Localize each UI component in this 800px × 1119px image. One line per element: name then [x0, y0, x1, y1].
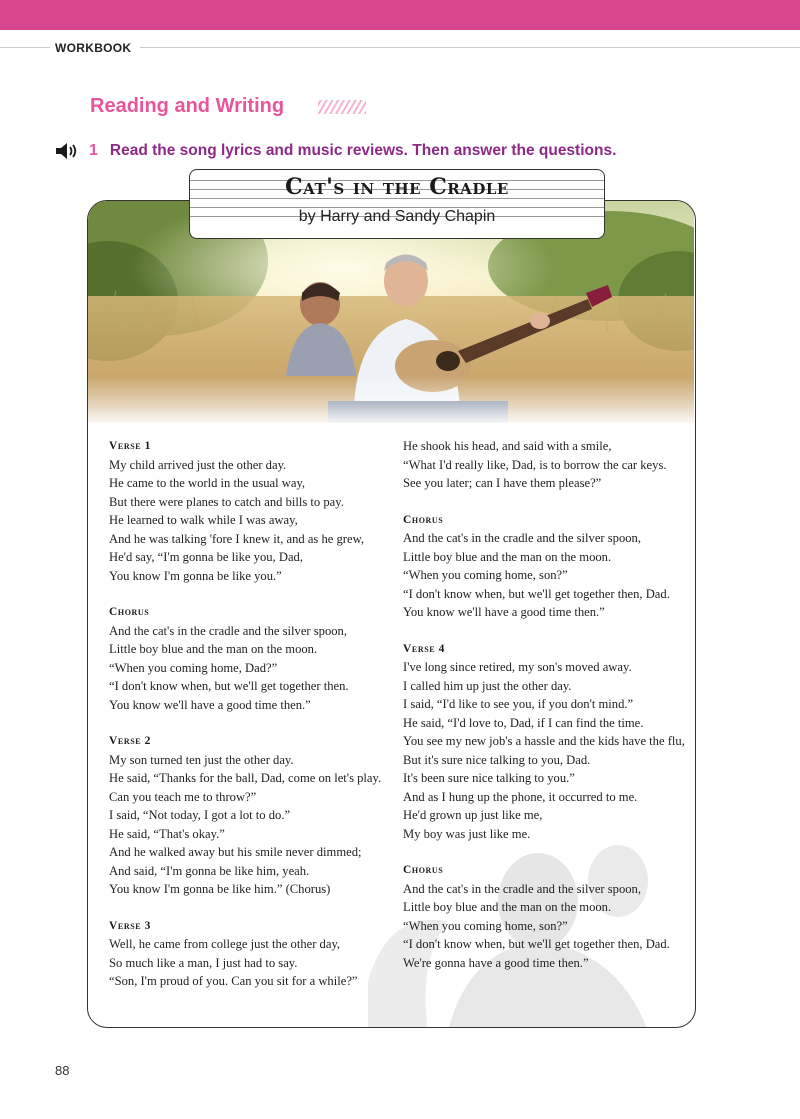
stanza-heading: Verse 4	[403, 642, 446, 655]
exercise-instruction	[55, 140, 616, 162]
lyric-line: “What I'd really like, Dad, is to borrow the car keys.	[403, 457, 667, 472]
section-title: Reading and Writing	[90, 95, 285, 117]
instruction-text: Read the song lyrics and music reviews. Then answer the questions.	[109, 142, 617, 159]
lyric-line: Little boy blue and the man on the moon.	[403, 549, 612, 564]
lyric-line: And the cat's in the cradle and the silver spoon,	[109, 623, 347, 638]
lyric-line: “I don't know when, but we'll get together then, Dad.	[403, 937, 670, 951]
lyric-line: You know we'll have a good time then.”	[403, 605, 605, 619]
lyric-line: Can you teach me to throw?”	[109, 789, 257, 804]
lyric-line: I said, “I'd like to see you, if you don't mind.”	[403, 697, 634, 711]
stanza-heading: Verse 2	[109, 735, 152, 747]
lyric-line: I've long since retired, my son's moved away.	[403, 660, 632, 674]
lyric-line: “When you coming home, son?”	[403, 918, 568, 933]
lyric-line: He'd grown up just like me,	[403, 808, 543, 822]
lyrics-stanza	[109, 603, 389, 714]
lyric-line: Little boy blue and the man on the moon.	[403, 900, 612, 914]
lyric-line: You know we'll have a good time then.”	[109, 697, 311, 712]
lyrics-stanza	[403, 437, 693, 493]
lyric-line: We're gonna have a good time then.”	[403, 955, 589, 970]
lyric-line: And he was talking 'fore I knew it, and as he grew,	[109, 531, 364, 546]
lyric-line: And the cat's in the cradle and the silver spoon,	[403, 531, 641, 545]
lyric-line: And he walked away but his smile never dimmed;	[109, 845, 362, 859]
workbook-label: WORKBOOK	[55, 41, 132, 55]
stanza-heading: Chorus	[403, 864, 444, 876]
lyric-line: He shook his head, and said with a smile,	[403, 439, 612, 453]
lyrics-stanza	[403, 640, 693, 844]
stanza-heading: Verse 3	[109, 919, 152, 932]
lyric-line: He said, “I'd love to, Dad, if I can find the time.	[403, 715, 644, 730]
lyrics-stanza	[109, 917, 389, 991]
top-accent-bar	[0, 0, 800, 30]
song-byline: by Harry and Sandy Chapin	[298, 208, 496, 225]
lyric-line: But there were planes to catch and bills to pay.	[109, 494, 344, 509]
exercise-number: 1	[89, 142, 98, 159]
lyric-line: He came to the world in the usual way,	[109, 476, 306, 490]
song-title-box	[189, 169, 605, 239]
lyric-line: My child arrived just the other day.	[109, 457, 287, 472]
stanza-heading: Chorus	[109, 606, 150, 618]
lyric-line: He'd say, “I'm gonna be like you, Dad,	[109, 550, 303, 564]
lyric-line: You see my new job's a hassle and the kids have the flu,	[403, 734, 685, 748]
lyric-line: Little boy blue and the man on the moon.	[109, 642, 318, 656]
title-stripes-decoration	[318, 100, 366, 114]
lyrics-left-column	[109, 437, 389, 1009]
lyric-line: “When you coming home, son?”	[403, 568, 568, 582]
lyric-line: It's been sure nice talking to you.”	[403, 771, 575, 785]
lyric-line: And said, “I'm gonna be like him, yeah.	[109, 863, 310, 878]
lyrics-stanza	[109, 437, 389, 585]
lyrics-stanza	[109, 732, 389, 899]
lyric-line: “I don't know when, but we'll get together then, Dad.	[403, 586, 670, 601]
lyric-line: “When you coming home, Dad?”	[109, 660, 278, 675]
stanza-heading: Chorus	[403, 513, 444, 526]
lyric-line: And the cat's in the cradle and the silver spoon,	[403, 881, 641, 896]
lyric-line: You know I'm gonna be like you.”	[109, 568, 282, 583]
lyric-line: And as I hung up the phone, it occurred to me.	[403, 789, 638, 804]
lyrics-right-column	[403, 437, 693, 990]
lyric-line: I said, “Not today, I got a lot to do.”	[109, 808, 291, 822]
lyric-line: So much like a man, I just had to say.	[109, 955, 298, 970]
lyric-line: He said, “Thanks for the ball, Dad, come on let's play.	[109, 771, 382, 785]
lyric-line: Well, he came from college just the other day,	[109, 937, 341, 951]
lyric-line: But it's sure nice talking to you, Dad.	[403, 752, 591, 767]
stanza-heading: Verse 1	[109, 440, 152, 452]
lyric-line: My boy was just like me.	[403, 826, 531, 841]
audio-speaker-icon[interactable]	[55, 142, 81, 160]
lyric-line: My son turned ten just the other day.	[109, 752, 294, 767]
lyrics-stanza	[403, 511, 693, 622]
page-number: 88	[55, 1063, 70, 1078]
lyric-line: You know I'm gonna be like him.” (Chorus)	[109, 882, 331, 896]
lyric-line: See you later; can I have them please?”	[403, 476, 602, 490]
lyric-line: He learned to walk while I was away,	[109, 513, 298, 527]
lyrics-stanza	[403, 861, 693, 972]
lyric-line: “I don't know when, but we'll get together then.	[109, 679, 349, 693]
lyric-line: He said, “That's okay.”	[109, 826, 225, 841]
lyric-line: “Son, I'm proud of you. Can you sit for a while?”	[109, 974, 358, 988]
song-title: Cat's in the Cradle	[285, 174, 509, 200]
lyric-line: I called him up just the other day.	[403, 678, 572, 693]
